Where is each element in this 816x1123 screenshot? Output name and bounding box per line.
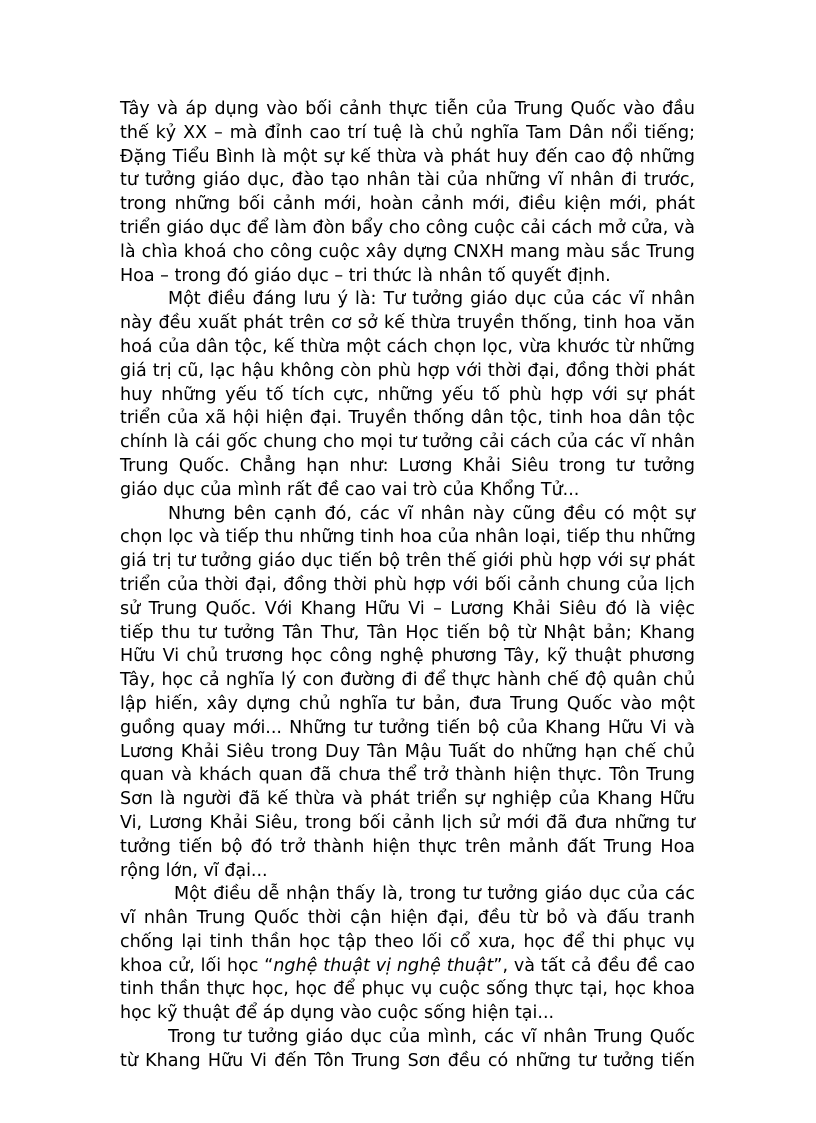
text-line: quan và khách quan đã chưa thể trở thành hiện thực. Tôn Trung xyxy=(120,765,695,786)
text-line: Trong tư tưởng giáo dục của mình, các vĩ nhân Trung Quốc xyxy=(168,1027,695,1048)
text-line: Một điều đáng lưu ý là: Tư tưởng giáo dục của các vĩ nhân xyxy=(168,289,695,310)
text-line: Vi, Lương Khải Siêu, trong bối cảnh lịch sử mới đã đưa những tư xyxy=(120,812,695,833)
text-line: học kỹ thuật để áp dụng vào cuộc sống hiện tại... xyxy=(120,1003,555,1024)
paragraph-4 xyxy=(120,883,695,1026)
text-line: trong những bối cảnh mới, hoàn cảnh mới, điều kiện mới, phát xyxy=(120,194,695,215)
text-line: tiếp thu tư tưởng Tân Thư, Tân Học tiến bộ từ Nhật bản; Khang xyxy=(120,622,695,643)
text-line: là chìa khoá cho công cuộc xây dựng CNXH mang màu sắc Trung xyxy=(120,241,695,262)
text-line: tưởng tiến bộ đó trở thành hiện thực trên mảnh đất Trung Hoa xyxy=(120,836,695,857)
text-line: Hữu Vi chủ trương học công nghệ phương Tây, kỹ thuật phương xyxy=(120,646,695,667)
text-line: chống lại tinh thần học tập theo lối cổ xưa, học để thi phục vụ xyxy=(120,931,695,952)
text-line: lập hiến, xây dựng chủ nghĩa tư bản, đưa Trung Quốc vào một xyxy=(120,693,695,714)
text-line: Trung Quốc. Chẳng hạn như: Lương Khải Siêu trong tư tưởng xyxy=(120,455,695,476)
text-line: thế kỷ XX – mà đỉnh cao trí tuệ là chủ nghĩa Tam Dân nổi tiếng; xyxy=(120,122,695,143)
text-line: Tây và áp dụng vào bối cảnh thực tiễn của Trung Quốc vào đầu xyxy=(120,99,695,119)
text-line: từ Khang Hữu Vi đến Tôn Trung Sơn đều có những tư tưởng tiến xyxy=(120,1050,695,1071)
text-line: giá trị tư tưởng giáo dục tiến bộ trên thế giới phù hợp với sự phát xyxy=(120,551,695,572)
text-line: Tây, học cả nghĩa lý con đường đi để thực hành chế độ quân chủ xyxy=(120,670,695,691)
text-line: sử Trung Quốc. Với Khang Hữu Vi – Lương Khải Siêu đó là việc xyxy=(120,598,695,619)
text-line: này đều xuất phát trên cơ sở kế thừa truyền thống, tinh hoa văn xyxy=(120,313,695,334)
paragraph-3 xyxy=(120,503,695,884)
text-line: Sơn là người đã kế thừa và phát triển sự nghiệp của Khang Hữu xyxy=(120,789,695,810)
text-line: rộng lớn, vĩ đại... xyxy=(120,860,268,881)
text-line: giáo dục của mình rất đề cao vai trò của Khổng Tử... xyxy=(120,479,580,500)
text-line-with-italic xyxy=(120,955,695,979)
text-line: tinh thần thực học, học để phục vụ cuộc sống thực tại, học khoa xyxy=(120,979,695,1000)
text-line: huy những yếu tố tích cực, những yếu tố phù hợp với sự phát xyxy=(120,384,695,405)
text-line: hoá của dân tộc, kế thừa một cách chọn lọc, vừa khước từ những xyxy=(120,336,695,357)
text-line: Lương Khải Siêu trong Duy Tân Mậu Tuất do những hạn chế chủ xyxy=(120,741,695,762)
paragraph-5 xyxy=(120,1026,695,1074)
text-line: triển của thời đại, đồng thời phù hợp với bối cảnh chung của lịch xyxy=(120,574,695,595)
paragraph-1 xyxy=(120,98,695,288)
text-line: tư tưởng giáo dục, đào tạo nhân tài của những vĩ nhân đi trước, xyxy=(120,170,695,191)
text-line: chính là cái gốc chung cho mọi tư tưởng cải cách của các vĩ nhân xyxy=(120,432,695,453)
paragraph-2 xyxy=(120,288,695,502)
text-line: triển giáo dục để làm đòn bẩy cho công cuộc cải cách mở cửa, và xyxy=(120,217,695,238)
text-line: Đặng Tiểu Bình là một sự kế thừa và phát huy đến cao độ những xyxy=(120,146,695,167)
text-line: Hoa – trong đó giáo dục – tri thức là nhân tố quyết định. xyxy=(120,265,611,286)
text-line: Một điều dễ nhận thấy là, trong tư tưởng giáo dục của các xyxy=(174,884,695,905)
text-line: chọn lọc và tiếp thu những tinh hoa của nhân loại, tiếp thu những xyxy=(120,527,696,548)
text-line: giá trị cũ, lạc hậu không còn phù hợp với thời đại, đồng thời phát xyxy=(120,360,695,381)
text-segment: ”, và tất cả đều đề cao xyxy=(493,955,695,976)
text-line: Nhưng bên cạnh đó, các vĩ nhân này cũng đều có một sự xyxy=(168,503,695,524)
text-segment: khoa cử, lối học “ xyxy=(120,955,274,976)
document-page xyxy=(120,98,695,1074)
italic-phrase: nghệ thuật vị nghệ thuật xyxy=(273,955,494,976)
text-line: vĩ nhân Trung Quốc thời cận hiện đại, đều từ bỏ và đấu tranh xyxy=(120,908,695,929)
text-line: triển của xã hội hiện đại. Truyền thống dân tộc, tinh hoa dân tộc xyxy=(120,408,695,429)
text-line: guồng quay mới... Những tư tưởng tiến bộ của Khang Hữu Vi và xyxy=(120,717,695,738)
